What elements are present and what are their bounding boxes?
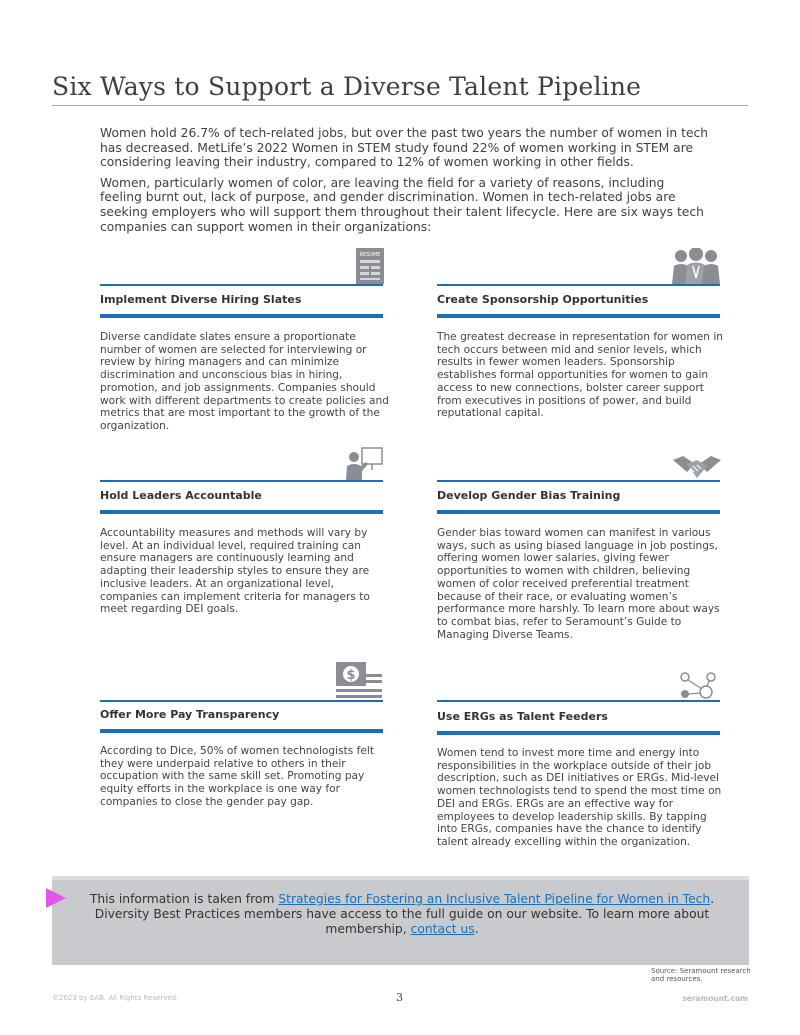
card-heading: Hold Leaders Accountable — [100, 489, 262, 502]
card-heading: Use ERGs as Talent Feeders — [437, 710, 608, 723]
card-rule-bottom — [100, 729, 383, 733]
card-rule-bottom — [100, 510, 383, 514]
card-rule-top — [100, 284, 383, 286]
handshake-icon — [673, 454, 721, 480]
presenter-icon — [344, 446, 384, 480]
contact-us-link[interactable]: contact us — [410, 921, 475, 936]
info-callout — [52, 880, 749, 965]
group-people-icon — [671, 248, 721, 284]
svg-text:RESUME: RESUME — [359, 252, 381, 258]
callout-pre: This information is taken from — [89, 892, 279, 906]
card-body: The greatest decrease in representation for women in tech occurs between mid and senior levels, which results in fewer women leaders. Sponsorship establishes formal opportunities for women to gain access to new connections, bolster career support from executives in positions of power, and build reputational capital. — [437, 331, 723, 420]
card-rule-bottom — [100, 314, 383, 318]
intro-paragraph: Women, particularly women of color, are leaving the field for a variety of reasons, including feeling burnt out, lack of purpose, and gender discrimination. Women in tech-related jobs are seeking employers who will support them throughout their talent lifecycle. Here are six ways tech companies can support women in their organizations: — [100, 175, 704, 234]
copyright: ©2023 by EAB. All Rights Reserved. — [52, 994, 179, 1002]
card-rule-top — [437, 284, 720, 286]
card-rule-bottom — [437, 510, 720, 514]
resume-icon — [356, 248, 384, 284]
card-body: According to Dice, 50% of women technologists felt they were underpaid relative to others in their occupation with the same skill set. Promoting pay equity efforts in the workplace is one way for companies to close the gender pay gap. — [100, 745, 374, 808]
card-heading: Develop Gender Bias Training — [437, 489, 621, 502]
svg-text:$: $ — [346, 668, 356, 683]
card-heading: Implement Diverse Hiring Slates — [100, 293, 302, 306]
card-rule-top — [437, 700, 720, 702]
page-number: 3 — [396, 991, 403, 1004]
intro-text — [100, 126, 710, 240]
card-body: Gender bias toward women can manifest in various ways, such as using biased language in job postings, offering women lower salaries, giving fewer opportunities to women with children, believing women of color received preferential treatment because of their race, or evaluating women’s performance more harshly. To learn more about ways to combat bias, refer to Seramount’s Guide to Managing Diverse Teams. — [437, 527, 720, 641]
card-rule-top — [437, 480, 720, 482]
arrow-right-icon — [46, 888, 66, 908]
network-icon — [677, 670, 719, 702]
callout-post: . — [474, 921, 479, 936]
card-rule-bottom — [437, 731, 720, 735]
callout-mid: . Diversity Best Practices members have access to the full guide on our website. To learn more about membership, — [94, 892, 715, 936]
card-body: Diverse candidate slates ensure a proportionate number of women are selected for interviewing or review by hiring managers and can minimize discrimination and unconscious bias in hiring, promotion, and job assignments. Companies should work with different departments to create policies and metrics that are most important to the growth of the organization. — [100, 331, 389, 432]
guide-link[interactable]: Strategies for Fostering an Inclusive Talent Pipeline for Women in Tech — [278, 892, 711, 906]
money-bill-icon — [334, 660, 384, 700]
card-rule-top — [100, 700, 383, 702]
page-title: Six Ways to Support a Diverse Talent Pipeline — [52, 72, 642, 101]
site-url: seramount.com — [682, 994, 748, 1003]
intro-paragraph: Women hold 26.7% of tech-related jobs, but over the past two years the number of women in tech has decreased. MetLife’s 2022 Women in STEM study found 22% of women working in STEM are considering leaving their industry, compared to 12% of women working in other fields. — [100, 126, 709, 170]
card-heading: Offer More Pay Transparency — [100, 708, 280, 721]
title-divider — [52, 105, 748, 106]
card-body: Accountability measures and methods will vary by level. At an individual level, required training can ensure managers are continuously learning and adapting their leadership styles to ensure they are inclusive leaders. At an organizational level, companies can implement criteria for managers to meet regarding DEI goals. — [100, 527, 370, 616]
card-rule-bottom — [437, 314, 720, 318]
callout-text — [82, 892, 722, 936]
source-note: Source: Seramount research and resources. — [651, 967, 751, 983]
card-rule-top — [100, 480, 383, 482]
card-body: Women tend to invest more time and energy into responsibilities in the workplace outside of their job description, such as DEI initiatives or ERGs. Mid-level women technologists tend to spend the most time on DEI and ERGs. ERGs are an effective way for employees to develop leadership skills. By tapping into ERGs, companies have the chance to identify talent already excelling within the organization. — [437, 747, 722, 848]
card-heading: Create Sponsorship Opportunities — [437, 293, 649, 306]
